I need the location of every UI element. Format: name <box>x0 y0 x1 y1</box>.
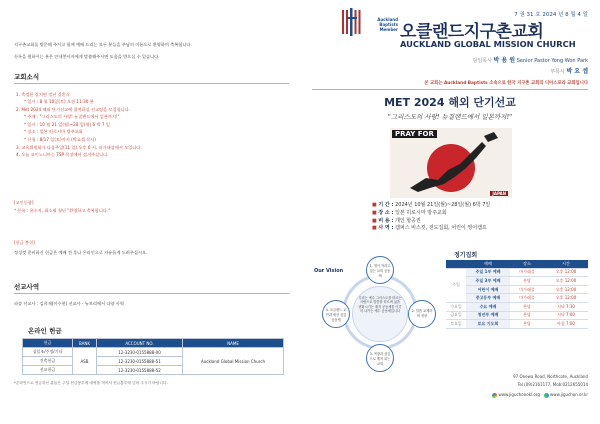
service-time: 저녁 7:30 <box>544 302 588 311</box>
detail-value: 개인 항공권 <box>395 217 421 224</box>
offering-type: 선교헌금 <box>23 366 73 375</box>
header-rule <box>312 89 588 90</box>
news-detail: * 일시 : 8 월 10일(토) 오전 11:30 분 <box>24 99 94 105</box>
detail-label: 사 역 : <box>378 225 394 232</box>
vision-node: 2. 말씀 교제하며 성장 <box>408 300 436 328</box>
service-name: 청년부 예배 <box>466 311 510 320</box>
schedule-row <box>446 302 588 311</box>
offering-header: ACCOUNT NO. <box>97 339 183 348</box>
prayer-text: * 등록 : 윤수지, 최소영 청년 "환영하고 축복합니다." <box>14 208 111 213</box>
vision-node: 1. 영이 자라고 있는 교회 공동체 <box>366 256 394 284</box>
met-details <box>372 202 588 233</box>
mission-rule <box>14 293 289 294</box>
schedule-row <box>446 285 588 294</box>
schedule-header: 장소 <box>510 260 544 268</box>
pastor-label: 담임목사 <box>472 58 492 64</box>
japan-map-icon <box>390 128 512 198</box>
website-link[interactable]: www.jiguchon.or.kr <box>550 392 588 397</box>
service-name: 토요 기도회 <box>466 320 510 329</box>
account-number[interactable]: 12-3230-0155888-52 <box>97 366 183 375</box>
assoc-name: 박 요 셉 <box>566 68 588 75</box>
address: 97 Onewa Road, Northcote, Auckland <box>513 374 588 379</box>
met-detail-row: ■ 장 소 : 일본 히로시마 방주교회 <box>372 209 447 216</box>
assoc-label: 부목사 <box>550 69 565 75</box>
service-time: 오후 12:00 <box>544 294 588 303</box>
news-rule <box>14 83 289 84</box>
schedule-header: 예배 <box>466 260 510 268</box>
account-number[interactable]: 12-3230-0155888-00 <box>97 348 183 357</box>
service-time: 오후 12:00 <box>544 268 588 277</box>
service-place: 본당 <box>510 320 544 329</box>
globe-icon <box>492 393 497 398</box>
offering-header: BANK <box>73 339 97 348</box>
prayer-title: [교인동향] <box>14 200 34 205</box>
poster-top-text: PRAY FOR <box>392 130 437 138</box>
offering-header: NAME <box>183 339 284 348</box>
detail-value: 캠퍼스 비스킷, 전도집회, 어린이 영어캠프 <box>395 225 487 232</box>
service-name: 수요 예배 <box>466 302 510 311</box>
service-place: 본당 <box>510 302 544 311</box>
news-detail: * 장소 : 일본 히로시마 방주교회 <box>24 129 83 135</box>
online-title: 온라인 헌금 <box>28 327 62 335</box>
schedule-group: 금요일 <box>446 311 466 320</box>
website-link[interactable]: www.jiguchonokl.org <box>498 392 540 397</box>
detail-value: 일본 히로시마 방주교회 <box>395 209 447 216</box>
offering-type: 십일조/주정/기타 <box>23 348 73 357</box>
mission-text: 파송 선교사 : 김희재(이수현) 선교사 - 뉴브리에서 다양 사역 <box>14 301 124 306</box>
met-detail-row: ■ 사 역 : 캠퍼스 비스킷, 전도집회, 어린이 영어캠프 <box>372 225 487 232</box>
schedule-group: 토요일 <box>446 320 466 329</box>
schedule-row <box>446 311 588 320</box>
member-line: Baptists <box>379 21 398 27</box>
met-slogan: "그리스도의 사랑! 뉴질랜드에서 일본까지!" <box>387 113 513 121</box>
mission-title: 선교사역 <box>14 283 40 291</box>
news-item: 2. Met 2024 해외 단기선교에 참여하실 선교팀을 모집합니다. <box>16 106 131 112</box>
news-item: 1. 축정한 결지면 정년 결혼식 <box>16 91 70 97</box>
church-name-en: AUCKLAND GLOBAL MISSION CHURCH <box>400 39 576 49</box>
offering-table <box>22 338 284 375</box>
offering-type: 건축헌금 <box>23 357 73 366</box>
met-detail-row: ■ 비 용 : 개인 항공권 <box>372 217 421 224</box>
church-logo-icon <box>340 8 364 36</box>
schedule-row <box>446 268 588 277</box>
service-place: 마가래플 <box>510 268 544 277</box>
issue-date: 7 권 31 호 2024 년 8 월 4 일 <box>514 12 588 18</box>
service-place: 마가래플 <box>510 294 544 303</box>
service-place: 본당 <box>510 277 544 286</box>
account-name: Auckland Global Mission Church <box>183 348 284 375</box>
service-name: 주일 1부 예배 <box>466 268 510 277</box>
news-title: 교회소식 <box>14 73 40 81</box>
baptist-member <box>364 18 398 32</box>
account-number[interactable]: 12-3230-0155888-51 <box>97 357 183 366</box>
pastor-name-kr: 박 용 원 <box>493 57 516 64</box>
schedule-row <box>446 294 588 303</box>
senior-pastor <box>418 56 588 66</box>
news-detail: * 신청 : 8/17 일(토)까지 (박요셉 목사) <box>24 137 96 143</box>
detail-value: 2024년 10월 21일(월)~28일(월) 6박 7일 <box>395 202 491 208</box>
register-text: 등록을 원하시는 분은 안내봉사자에게 말씀해주시면 도움을 받으실 수 있습니다. <box>14 54 160 59</box>
service-place: 본당 <box>510 311 544 320</box>
schedule-header: 시간 <box>544 260 588 268</box>
schedule-header-spacer <box>446 260 466 268</box>
news-list <box>16 90 288 160</box>
detail-label: 기 간 : <box>378 202 394 208</box>
detail-label: 장 소 : <box>378 209 394 216</box>
news-detail: * 일시 : 10 월 21 일(월)~28 일(월) 6 박 7 일 <box>24 121 110 127</box>
service-name: 중고등부 예배 <box>466 294 510 303</box>
schedule-row <box>446 277 588 286</box>
associate-pastor <box>478 67 588 77</box>
offering-note-title: [헌금 봉헌] <box>14 240 35 245</box>
vision-center: 우리는 예수 그리스도를 따르는 사람으로 말씀을 따르며 삶을 변화시키는 제자 공동체를 이루어 나가는 예수 공동체입니다 <box>352 286 408 342</box>
offering-note-text: 정성껏 준비하신 헌금은 예배 전 후나 온라인으로 자유롭게 드려주십시오. <box>14 250 148 255</box>
schedule-table <box>446 260 588 329</box>
schedule-row <box>446 320 588 329</box>
met-title: MET 2024 해외 단기선교 <box>384 96 516 109</box>
pastor-name-en: Senior Pastor Yong Won Park <box>516 58 588 64</box>
service-name: 어린이 예배 <box>466 285 510 294</box>
bank-name: ASB <box>73 348 97 375</box>
service-time: 오후 12:00 <box>544 277 588 286</box>
vision-node: 4. 오클랜드 교민과 세상 섬김 공동체 <box>322 300 350 328</box>
church-name-kr: 오클랜드지구촌교회 <box>400 22 544 42</box>
phone: Tel (09)2161177, Mob:0212655014 <box>517 382 588 387</box>
website-links <box>462 392 588 398</box>
service-place: 마가래플 <box>510 285 544 294</box>
offering-footnote: *온라인으로 헌금하신 분들은 주일 헌금봉투에 내역을 적어서 헌금통투에 넣어 주시기 바랍니다. <box>14 381 168 385</box>
member-line: Member <box>379 26 398 32</box>
news-item: 3. 교육위원회가 다음주일(11 일) 오후 6 시, 마가래실에서 모입니다. <box>16 144 142 150</box>
service-time: 저녁 7:00 <box>544 311 588 320</box>
news-detail: * 주제 : "그리스도의 사랑! 뉴질랜드에서 일본까지!" <box>24 114 120 120</box>
poster-bottom-text: JAPAN <box>492 191 506 196</box>
detail-label: 비 용 : <box>378 217 394 224</box>
news-item: 4. 오늘 코이노니아는 TSP 목장에서 섬겨주십니다. <box>16 152 109 158</box>
vision-title: Our Vision <box>314 268 344 274</box>
globe-icon <box>544 393 549 398</box>
pray-for-japan-poster <box>390 128 512 198</box>
service-time: 오후 12:00 <box>544 285 588 294</box>
service-time: 아침 7:00 <box>544 320 588 329</box>
affiliation-text: 본 교회는 Auckland Baptists 소속으로 한국 지구촌 교회의 디아스포라 교회입니다 <box>424 81 588 86</box>
schedule-group: 수요일 <box>446 302 466 311</box>
schedule-title: 정기집회 <box>454 252 478 259</box>
offering-header: 헌금 <box>23 339 73 348</box>
welcome-text: 지구촌교회를 방문해 주시고 함께 예배 드리는 모든 분들을 주님의 이름으로 환영하며 축복합니다. <box>14 42 192 47</box>
met-detail-row: ■ 기 간 : 2024년 10월 21일(월)~28일(월) 6박 7일 <box>372 202 491 208</box>
member-line: Auckland <box>377 17 398 22</box>
schedule-group: 주일 <box>446 268 466 302</box>
vision-node: 3. 목장과 섬김으로 제자 되는 교회 <box>366 344 394 372</box>
service-name: 주일 3부 예배 <box>466 277 510 286</box>
